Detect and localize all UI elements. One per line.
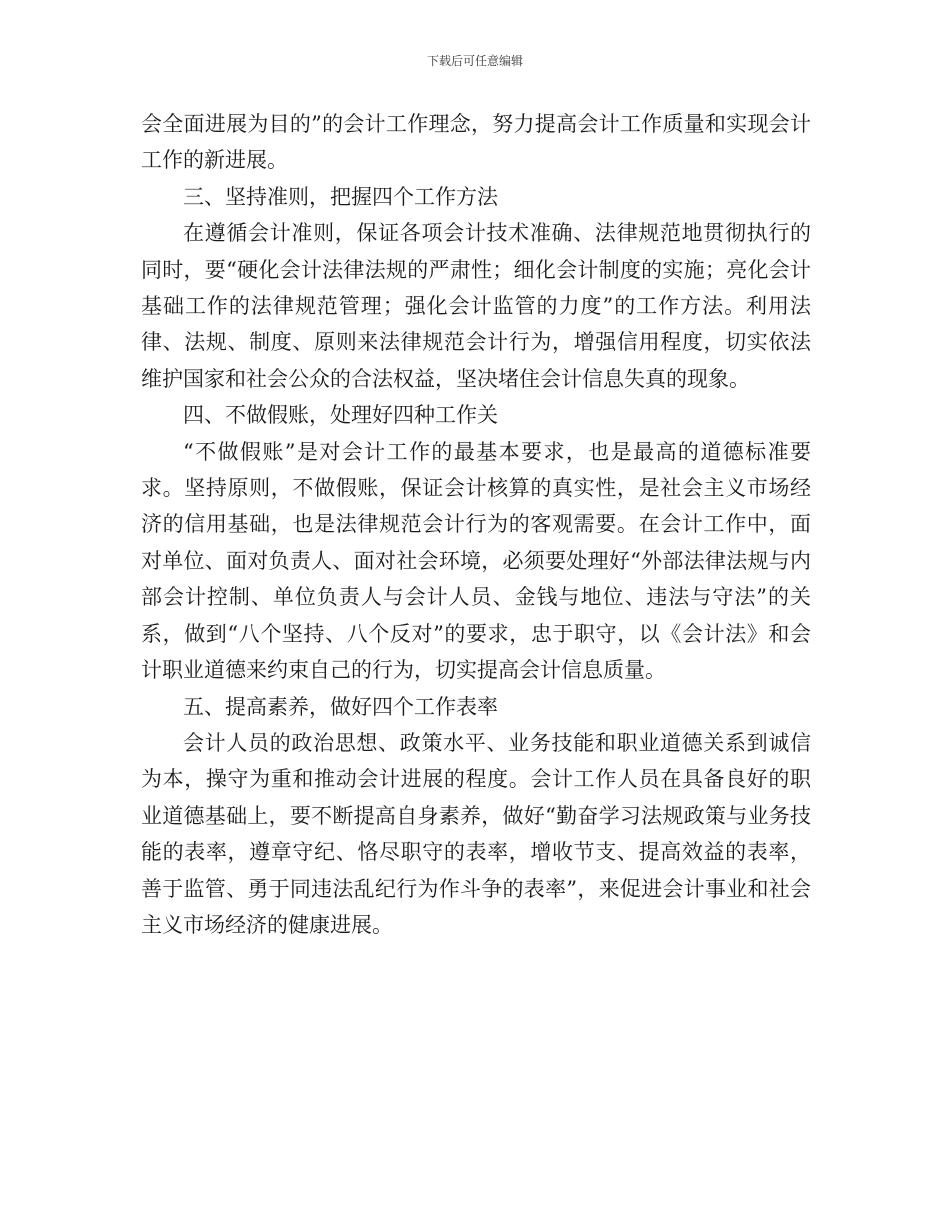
paragraph-section-5: 会计人员的政治思想、政策水平、业务技能和职业道德关系到诚信为本，操守为重和推动会计进展的程度。会计工作人员在具备良好的职业道德基础上，要不断提高自身素养，做好“勤奋学习法规政策与业务技能的表率，遵章守纪、恪尽职守的表率，增收节支、提高效益的表率，善于监管、勇于同违法乱纪行为作斗争的表率”，来促进会计事业和社会主义市场经济的健康进展。 xyxy=(141,730,811,937)
section-heading-4: 四、不做假账，处理好四种工作关 xyxy=(183,403,498,428)
document-body xyxy=(141,106,811,943)
paragraph-section-3: 在遵循会计准则，保证各项会计技术准确、法律规范地贯彻执行的同时，要“硬化会计法律法规的严肃性；细化会计制度的实施；亮化会计基础工作的法律规范管理；强化会计监管的力度”的工作方法。利用法律、法规、制度、原则来法律规范会计行为，增强信用程度，切实依法维护国家和社会公众的合法权益，坚决堵住会计信息失真的现象。 xyxy=(141,221,811,391)
paragraph-section-4: “不做假账”是对会计工作的最基本要求，也是最高的道德标准要求。坚持原则，不做假账，保证会计核算的真实性，是社会主义市场经济的信用基础，也是法律规范会计行为的客观需要。在会计工作中，面对单位、面对负责人、面对社会环境，必须要处理好“外部法律法规与内部会计控制、单位负责人与会计人员、金钱与地位、违法与守法”的关系，做到“八个坚持、八个反对”的要求，忠于职守，以《会计法》和会计职业道德来约束自己的行为，切实提高会计信息质量。 xyxy=(141,439,811,683)
page-header-note: 下载后可任意编辑 xyxy=(426,54,523,68)
section-heading-5: 五、提高素养，做好四个工作表率 xyxy=(183,694,498,719)
section-heading-3: 三、坚持准则，把握四个工作方法 xyxy=(183,184,498,209)
paragraph-continuation: 会全面进展为目的”的会计工作理念，努力提高会计工作质量和实现会计工作的新进展。 xyxy=(141,112,811,173)
